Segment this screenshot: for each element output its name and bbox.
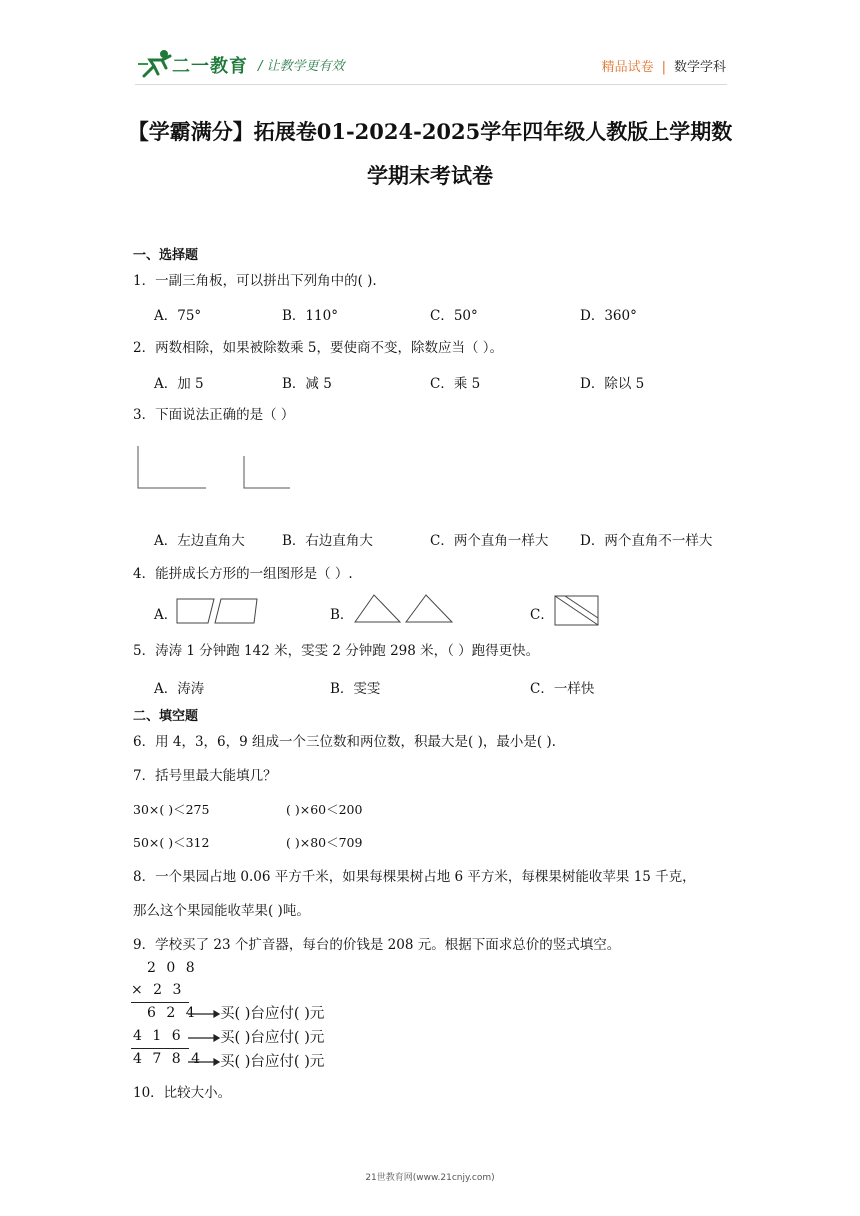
slogan: / 让教学更有效	[258, 59, 345, 74]
q9-multiplier: × 2 3	[131, 982, 185, 998]
page-title-line2: 学期末考试卷	[367, 163, 493, 188]
q1-option-b: B．110°	[282, 308, 338, 324]
q7-row1-right: ( )×60＜200	[286, 802, 363, 817]
q9-product: 4 7 8 4	[133, 1051, 203, 1067]
question-3: 3．下面说法正确的是（ ）	[133, 407, 295, 423]
question-2: 2．两数相除，如果被除数乘 5，要使商不变，除数应当（ ）。	[133, 340, 504, 356]
q4-option-a: A．	[154, 607, 178, 623]
header-separator: |	[661, 60, 666, 75]
question-10: 10．比较大小。	[133, 1085, 232, 1101]
question-5: 5．涛涛 1 分钟跑 142 米，雯雯 2 分钟跑 298 米，（ ）跑得更快。	[133, 643, 540, 659]
q1-option-d: D．360°	[580, 308, 637, 324]
page-title-line1: 【学霸满分】拓展卷01-2024-2025学年四年级人教版上学期数	[127, 119, 733, 144]
q2-option-c: C．乘 5	[430, 376, 481, 392]
q7-row2-right: ( )×80＜709	[286, 835, 363, 850]
q4-option-c: C．	[530, 607, 554, 623]
split-rectangle-figure	[553, 594, 601, 628]
q9-multiplicand: 2 0 8	[147, 960, 198, 976]
q2-option-d: D．除以 5	[580, 376, 645, 392]
q2-option-a: A．加 5	[154, 376, 204, 392]
section-heading-choice: 一、选择题	[133, 248, 199, 263]
logo-runner-icon	[136, 48, 176, 80]
triangles-figure	[352, 592, 456, 626]
logo-text: 二一教育	[172, 56, 248, 77]
header-right	[602, 56, 726, 75]
question-7: 7．括号里最大能填几？	[133, 768, 277, 784]
q9-fill-1: 买( )台应付( )元	[220, 1006, 325, 1022]
q5-option-c: C．一样快	[530, 681, 595, 697]
q4-option-b: B．	[330, 607, 354, 623]
question-6: 6．用 4，3，6，9 组成一个三位数和两位数，积最大是( )，最小是( ).	[133, 734, 556, 750]
q3-option-d: D．两个直角不一样大	[580, 533, 713, 549]
trapezoids-figure	[174, 596, 260, 626]
premium-label: 精品试卷	[601, 60, 654, 75]
q9-partial-1: 6 2 4	[147, 1005, 198, 1021]
header-divider	[135, 84, 727, 85]
question-4: 4．能拼成长方形的一组图形是（ ）.	[133, 566, 353, 582]
q3-option-b: B．右边直角大	[282, 533, 373, 549]
section-heading-fill: 二、填空题	[133, 709, 199, 724]
q9-fill-2: 买( )台应付( )元	[220, 1030, 325, 1046]
q9-rule-2	[131, 1048, 189, 1049]
q1-option-c: C．50°	[430, 308, 478, 324]
subject-label: 数学学科	[673, 60, 726, 75]
question-8-line2: 那么这个果园能收苹果( )吨。	[133, 903, 310, 919]
q9-partial-2: 4 1 6	[133, 1028, 184, 1044]
q2-option-b: B．减 5	[282, 376, 332, 392]
arrow-icons	[186, 1008, 220, 1070]
q3-option-c: C．两个直角一样大	[430, 533, 549, 549]
question-1: 1．一副三角板，可以拼出下列角中的( ).	[133, 273, 377, 289]
footer-text: 21世教育网(www.21cnjy.com)	[365, 1173, 495, 1183]
q7-row1-left: 30×( )＜275	[133, 802, 210, 817]
right-angles-figure	[134, 444, 294, 494]
q7-row2-left: 50×( )＜312	[133, 835, 210, 850]
q3-option-a: A．左边直角大	[154, 533, 245, 549]
q5-option-b: B．雯雯	[330, 681, 381, 697]
question-9: 9．学校买了 23 个扩音器，每台的价钱是 208 元。根据下面求总价的竖式填空。	[133, 937, 621, 953]
q9-rule-1	[131, 1002, 189, 1003]
q5-option-a: A．涛涛	[154, 681, 205, 697]
q1-option-a: A．75°	[154, 308, 202, 324]
q9-fill-3: 买( )台应付( )元	[220, 1054, 325, 1070]
question-8-line1: 8．一个果园占地 0.06 平方千米，如果每棵果树占地 6 平方米，每棵果树能收苹果 15 千克，	[133, 869, 696, 885]
